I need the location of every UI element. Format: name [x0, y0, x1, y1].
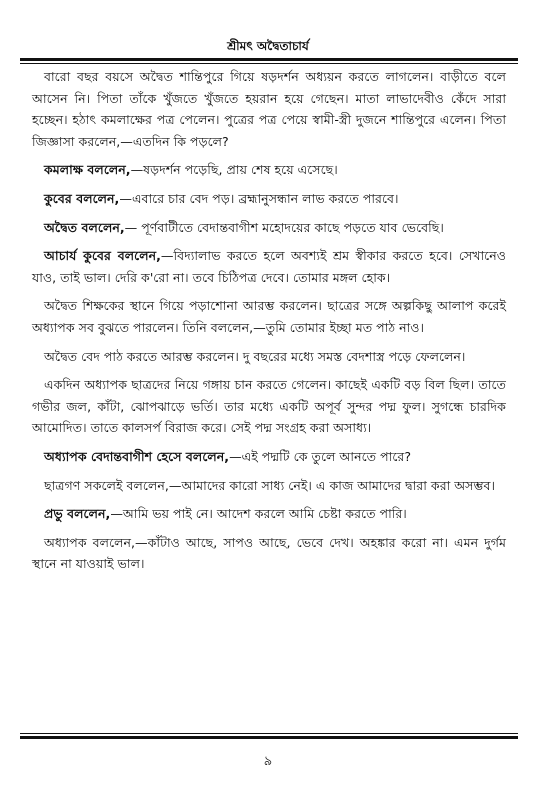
paragraph-text: —এবারে চার বেদ পড়। ব্রহ্মানুসন্ধান লাভ করতে পারবে।: [119, 190, 399, 206]
paragraph-text: অধ্যাপক বললেন,—কাঁটাও আছে, সাপও আছে, ভেবে দেখ। অহঙ্কার করো না। এমন দুর্গম স্থানে না যাওয়াই ভাল।: [32, 534, 506, 572]
speaker-label: প্রভু বললেন,: [44, 506, 111, 522]
paragraph: [32, 346, 506, 368]
paragraph: [32, 188, 506, 210]
speaker-label: অধ্যাপক বেদান্তবাগীশ হেসে বললেন,: [44, 448, 230, 464]
paragraph: [32, 159, 506, 181]
header-rule: [20, 58, 518, 64]
paragraph-text: — পূর্ণবাটীতে বেদান্তবাগীশ মহোদয়ের কাছে পড়তে যাব ভেবেছি।: [124, 219, 444, 235]
paragraph-text: বারো বছর বয়সে অদ্বৈত শান্তিপুরে গিয়ে ষড়দর্শন অধ্যয়ন করতে লাগলেন। বাড়ীতে বলে আসেন নি। পিতা তাঁকে খুঁজতে খুঁজতে হয়রান হয়ে গেছেন। মাতা লাভাদেবীও কেঁদে সারা হচ্ছেন। হঠাৎ কমলাক্ষের পত্র পেলেন। পুত্রের পত্র পেয়ে স্বামী-স্ত্রী দুজনে শান্তিপুরে এলেন। পিতা জিজ্ঞাসা করলেন,—এতদিন কি পড়লে?: [32, 69, 506, 149]
body-text: [32, 66, 506, 582]
paragraph-text: একদিন অধ্যাপক ছাত্রদের নিয়ে গঙ্গায় চান করতে গেলেন। কাছেই একটি বড় বিল ছিল। তাতে গভীর জল, কাঁটা, ঝোপঝাড়ে ভর্তি। তার মধ্যে একটি অপূর্ব সুন্দর পদ্ম ফুল। সুগন্ধে চারদিক আমোদিত। তাতে কালসর্প বিরাজ করে। সেই পদ্ম সংগ্রহ করা অসাধ্য।: [32, 377, 506, 436]
paragraph: [32, 217, 506, 239]
paragraph-text: —আমি ভয় পাই নে। আদেশ করলে আমি চেষ্টা করতে পারি।: [110, 506, 407, 522]
footer-rule: [20, 733, 518, 739]
speaker-label: অদ্বৈত বললেন,: [44, 219, 125, 235]
paragraph: [32, 374, 506, 439]
paragraph: [32, 446, 506, 468]
paragraph-text: অদ্বৈত বেদ পাঠ করতে আরম্ভ করলেন। দু বছরের মধ্যে সমস্ত বেদশাস্ত্র পড়ে ফেললেন।: [44, 348, 466, 364]
paragraph-text: —ষড়দর্শন পড়েছি, প্রায় শেষ হয়ে এসেছে।: [130, 162, 338, 178]
paragraph: [32, 503, 506, 525]
speaker-label: কুবের বললেন,: [44, 190, 120, 206]
speaker-label: আচার্য কুবের বললেন,: [44, 248, 161, 264]
paragraph-text: —এই পদ্মটি কে তুলে আনতে পারে?: [229, 448, 411, 464]
running-header: শ্রীমৎ অদ্বৈতাচার্য: [227, 39, 309, 53]
paragraph-text: অদ্বৈত শিক্ষকের স্থানে গিয়ে পড়াশোনা আরম্ভ করলেন। ছাত্রের সঙ্গে অল্পকিছু আলাপ করেই অধ্যাপক সব বুঝতে পারলেন। তিনি বললেন,—তুমি তোমার ইচ্ছা মত পাঠ নাও।: [32, 298, 506, 335]
page-number: ৯: [263, 754, 273, 769]
paragraph: [32, 475, 506, 497]
paragraph: [32, 532, 506, 575]
paragraph-text: ছাত্রগণ সকলেই বললেন,—আমাদের কারো সাধ্য নেই। এ কাজ আমাদের দ্বারা করা অসম্ভব।: [44, 477, 495, 493]
paragraph-text: —বিদ্যালাভ করতে হলে অবশ্যই শ্রম স্বীকার করতে হবে। সেখানেও যাও, তাই ভাল। দেরি ক'রো না। তবে চিঠিপত্র দেবে। তোমার মঙ্গল হোক।: [32, 248, 507, 285]
paragraph: [32, 245, 506, 288]
speaker-label: কমলাক্ষ বললেন,: [44, 162, 131, 178]
paragraph: [32, 66, 506, 152]
paragraph: [32, 295, 506, 338]
